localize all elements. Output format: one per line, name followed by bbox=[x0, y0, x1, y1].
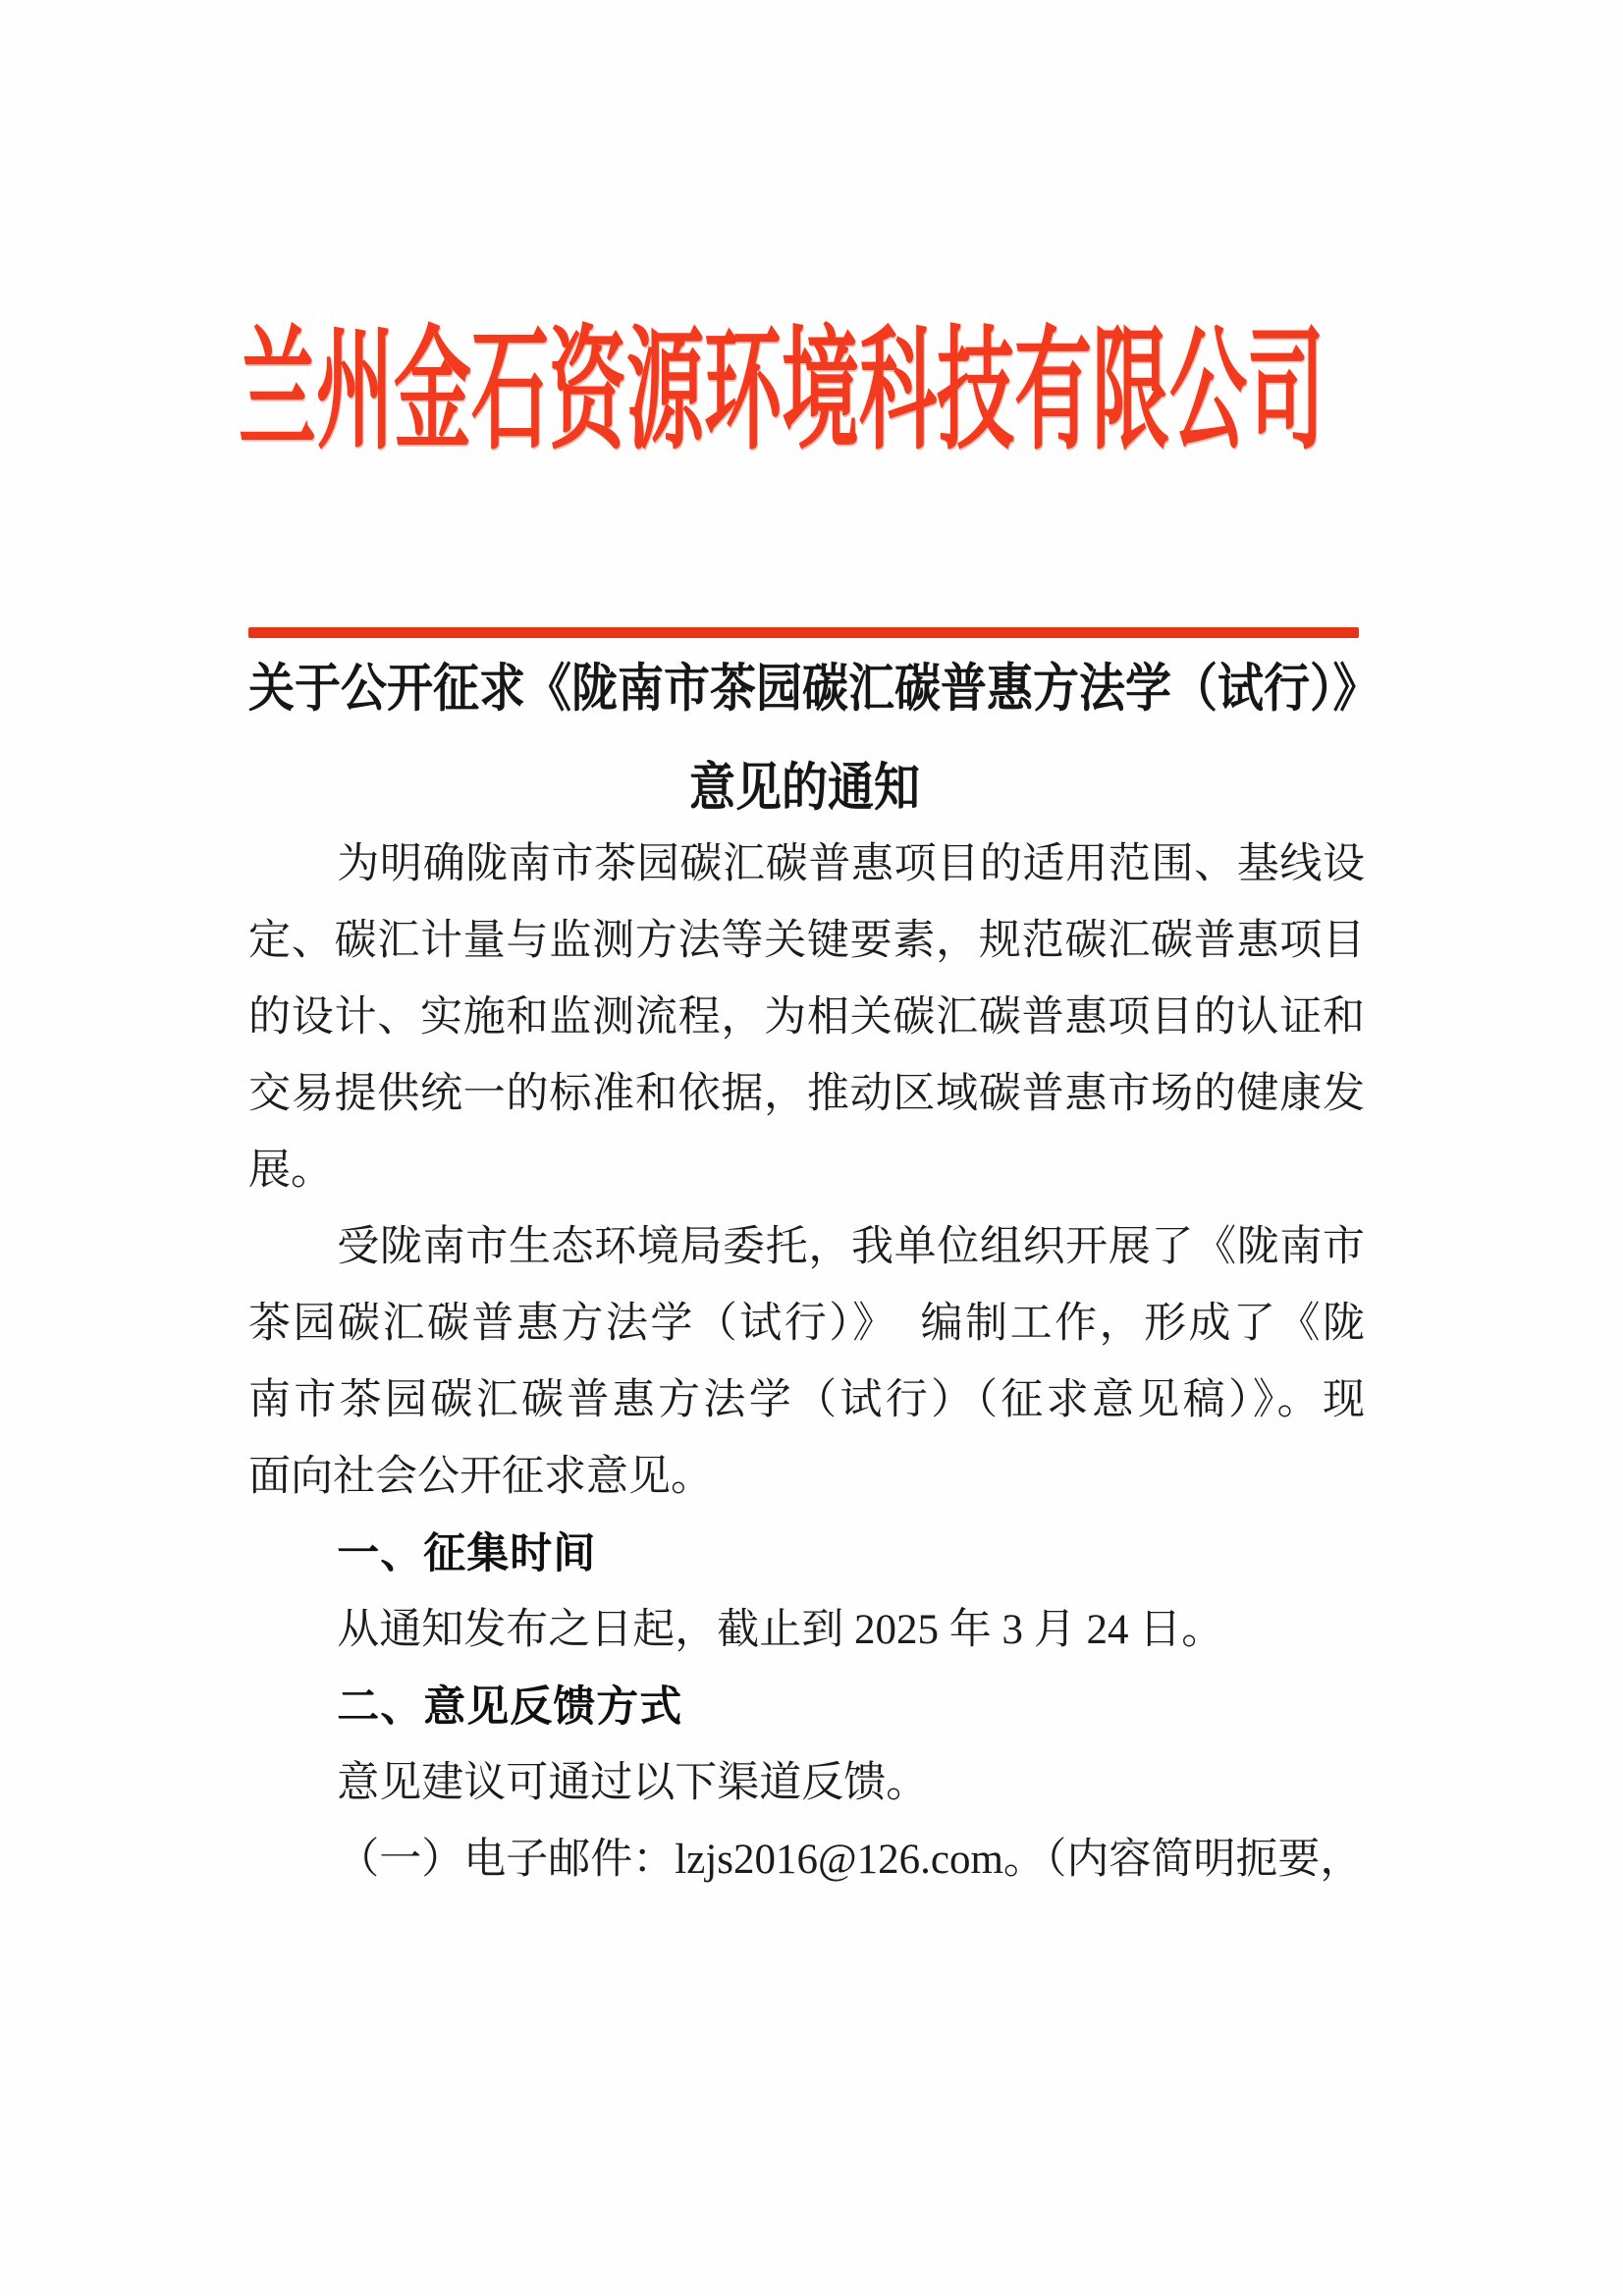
body-line: 南市茶园碳汇碳普惠方法学（试行）（征求意见稿）》。现 bbox=[248, 1377, 1365, 1423]
document-title-line-1: 关于公开征求《陇南市茶园碳汇碳普惠方法学（试行）》 bbox=[248, 661, 1380, 719]
section-heading-collection-time: 一、征集时间 bbox=[337, 1530, 597, 1577]
section-heading-feedback-method: 二、意见反馈方式 bbox=[337, 1683, 683, 1731]
body-line: 为明确陇南市茶园碳汇碳普惠项目的适用范围、基线设 bbox=[337, 841, 1365, 887]
document-title bbox=[248, 640, 1380, 838]
body-line: 意见建议可通过以下渠道反馈。 bbox=[337, 1760, 929, 1806]
body-line: 茶园碳汇碳普惠方法学（试行）》 编制工作，形成了《陇 bbox=[248, 1301, 1365, 1347]
body-line: 交易提供统一的标准和依据，推动区域碳普惠市场的健康发 bbox=[248, 1071, 1365, 1117]
company-letterhead: 兰州金石资源环境科技有限公司 bbox=[239, 319, 1325, 467]
body-line: 定、碳汇计量与监测方法等关键要素，规范碳汇碳普惠项目 bbox=[248, 918, 1365, 964]
body-line: 受陇南市生态环境局委托，我单位组织开展了《陇南市 bbox=[337, 1224, 1365, 1270]
document-title-line-2: 意见的通知 bbox=[689, 760, 920, 818]
red-divider-line bbox=[248, 627, 1359, 638]
document-body bbox=[248, 827, 1365, 1898]
body-line: 的设计、实施和监测流程，为相关碳汇碳普惠项目的认证和 bbox=[248, 994, 1365, 1041]
deadline-line: 从通知发布之日起，截止到 2025 年 3 月 24 日。 bbox=[337, 1607, 1224, 1653]
body-line: 面向社会公开征求意见。 bbox=[248, 1454, 713, 1500]
email-line: （一）电子邮件：lzjs2016@126.com。（内容简明扼要， bbox=[337, 1837, 1363, 1883]
body-line: 展。 bbox=[248, 1148, 333, 1194]
